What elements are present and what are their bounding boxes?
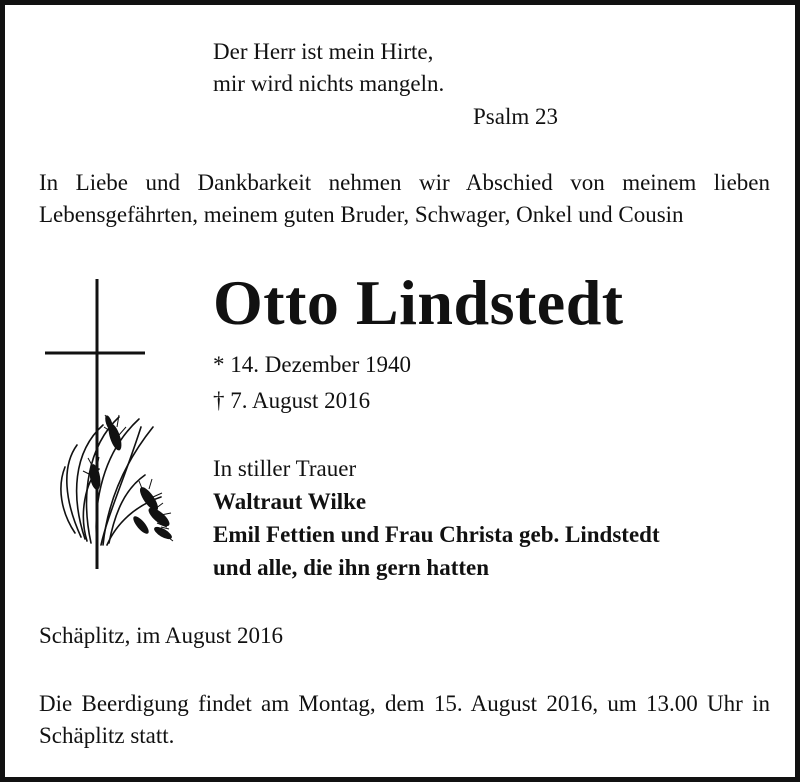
mourner-name: Waltraut Wilke	[213, 489, 367, 514]
funeral-info: Die Beerdigung findet am Montag, dem 15. August 2016, um 13.00 Uhr in Schäplitz statt.	[39, 691, 770, 748]
bible-motto	[213, 36, 444, 100]
birth-date: * 14. Dezember 1940	[213, 352, 411, 377]
mourner-name: Emil Fettien und Frau Christa geb. Lindstedt	[213, 522, 660, 547]
motto-line-2: mir wird nichts mangeln.	[213, 71, 445, 96]
deceased-name: Otto Lindstedt	[213, 267, 624, 338]
motto-line-1: Der Herr ist mein Hirte,	[213, 39, 434, 64]
mourner-name: und alle, die ihn gern hatten	[213, 555, 490, 580]
cross-with-wheat-ears-icon	[41, 277, 191, 577]
death-date: † 7. August 2016	[213, 388, 371, 413]
place-and-date: Schäplitz, im August 2016	[39, 623, 284, 648]
intro-text: In Liebe und Dankbarkeit nehmen wir Abschied von meinem lieben Lebensgefährten, meinem guten Bruder, Schwager, Onkel und Cousin	[39, 170, 770, 227]
mourning-label: In stiller Trauer	[213, 456, 357, 481]
motto-source: Psalm 23	[473, 104, 558, 129]
